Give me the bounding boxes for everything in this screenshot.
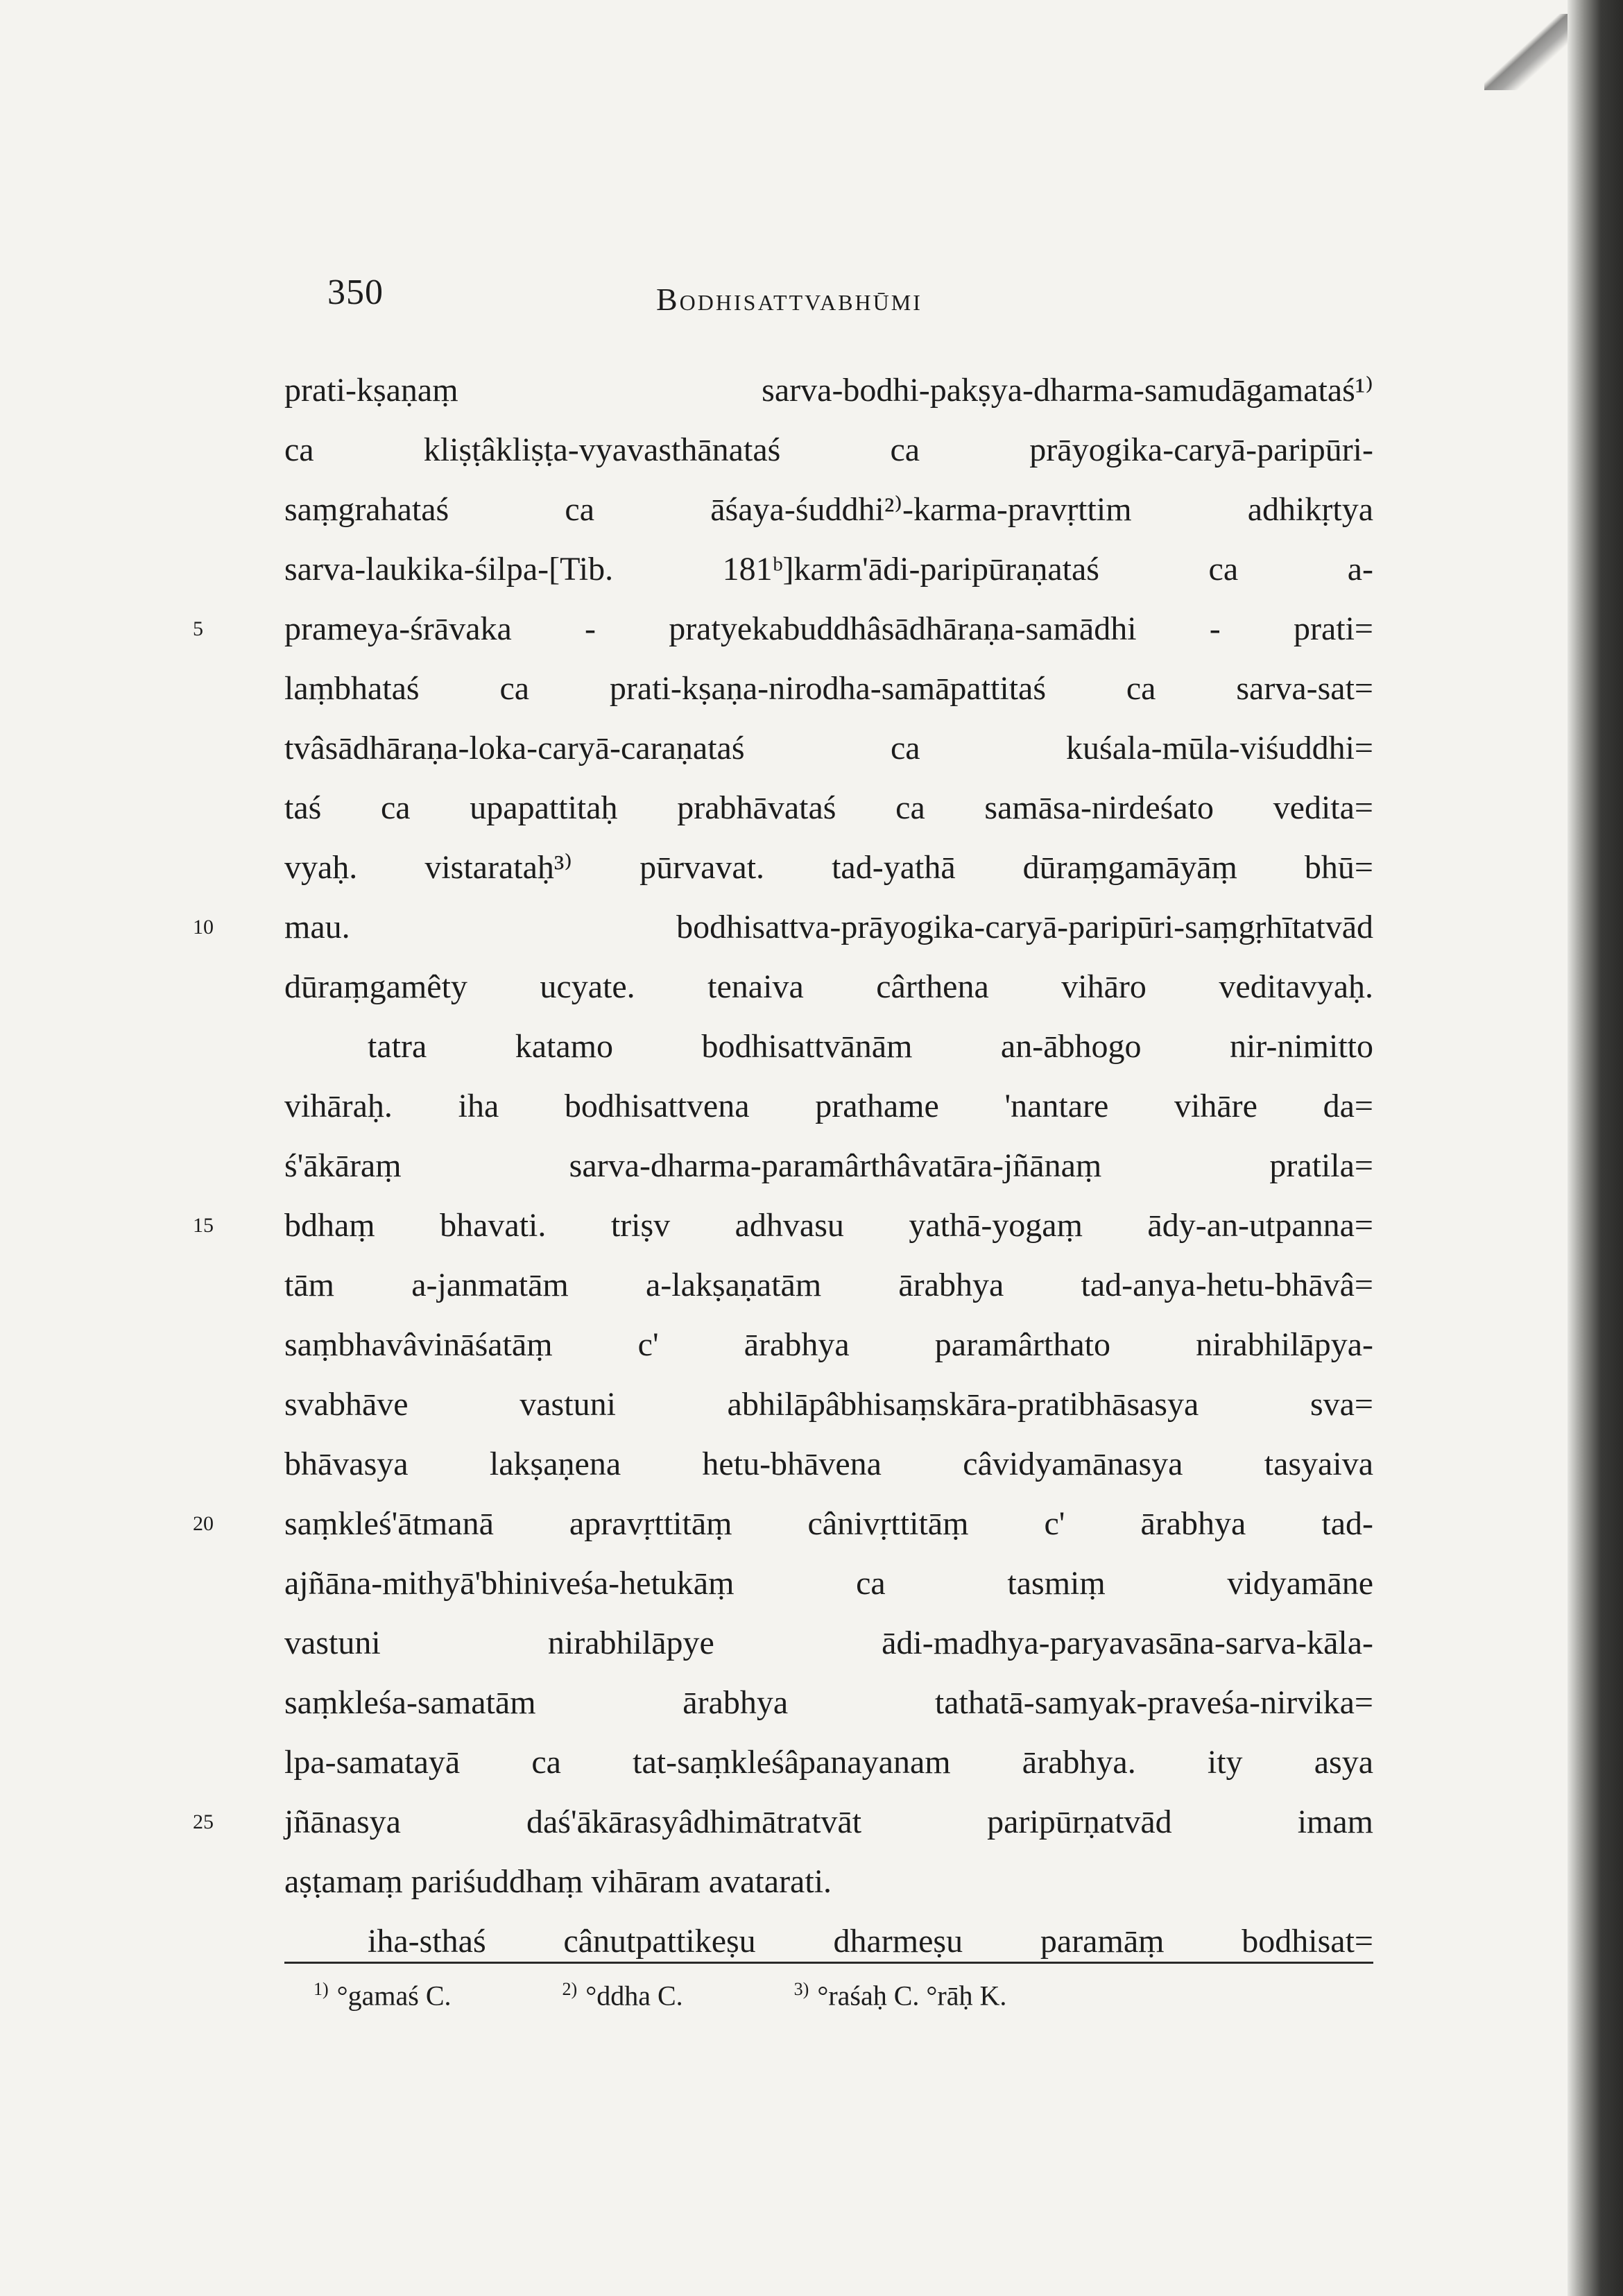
running-head: Bodhisattvabhūmi [656,282,922,317]
text-line-6: laṃbhataś ca prati-kṣaṇa-nirodha-samāpattitaś ca sarva-sat= [284,670,1373,707]
line-number-25: 25 [193,1810,214,1833]
line-number-10: 10 [193,916,214,939]
text-line-4: sarva-laukika-śilpa-[Tib. 181ᵇ]karm'ādi-paripūraṇataś ca a- [284,551,1373,588]
text-line-25: jñānasya daś'ākārasyâdhimātratvāt paripūrṇatvād imam [284,1804,1373,1840]
text-line-21: ajñāna-mithyā'bhiniveśa-hetukāṃ ca tasmiṃ vidyamāne [284,1565,1373,1602]
text-line-23: saṃkleśa-samatām ārabhya tathatā-samyak-praveśa-nirvika= [284,1684,1373,1721]
text-line-26: aṣṭamaṃ pariśuddhaṃ vihāram avatarati. [284,1863,832,1900]
footnote-mark: 2) [562,1979,578,1999]
text-line-5: prameya-śrāvaka - pratyekabuddhâsādhāraṇa-samādhi - prati= [284,610,1373,647]
scan-dark-edge [1568,0,1623,2296]
line-number-20: 20 [193,1512,214,1535]
footnote-3 [794,1969,1007,2016]
text-line-10: mau. bodhisattva-prāyogika-caryā-paripūri-saṃgṛhītatvād [284,909,1373,945]
footnote-2 [563,1969,683,2016]
text-line-11: dūraṃgamêty ucyate. tenaiva cârthena vihāro veditavyaḥ. [284,968,1373,1005]
text-line-14: ś'ākāraṃ sarva-dharma-paramârthâvatāra-jñānaṃ pratila= [284,1147,1373,1184]
text-line-8: taś ca upapattitaḥ prabhāvataś ca samāsa-nirdeśato vedita= [284,789,1373,826]
text-line-2: ca kliṣṭâkliṣṭa-vyavasthānataś ca prāyogika-caryā-paripūri- [284,431,1373,468]
text-line-16: tām a-janmatām a-lakṣaṇatām ārabhya tad-anya-hetu-bhāvâ= [284,1267,1373,1303]
text-line-19: bhāvasya lakṣaṇena hetu-bhāvena câvidyamānasya tasyaiva [284,1446,1373,1482]
line-number-5: 5 [193,617,203,640]
text-line-7: tvâsādhāraṇa-loka-caryā-caraṇataś ca kuśala-mūla-viśuddhi= [284,730,1373,766]
footnote-rule [284,1962,1373,1964]
page-number: 350 [327,273,384,312]
footnote-text: °gamaś C. [336,1980,452,2012]
footnote-mark: 1) [314,1979,329,1999]
footnote-text: °ddha C. [585,1980,683,2012]
text-line-1: prati-kṣaṇaṃ sarva-bodhi-pakṣya-dharma-samudāgamataś¹⁾ [284,372,1373,409]
text-line-13: vihāraḥ. iha bodhisattvena prathame 'nantare vihāre da= [284,1088,1373,1124]
line-number-15: 15 [193,1214,214,1237]
scan-edge-shadow [1484,14,1568,90]
text-line-12: tatra katamo bodhisattvānām an-ābhogo nir-nimitto [368,1028,1373,1065]
text-line-20: saṃkleś'ātmanā apravṛttitāṃ cânivṛttitāṃ c' ārabhya tad- [284,1505,1373,1542]
footnote-text: °raśaḥ C. °rāḥ K. [817,1980,1007,2012]
text-line-17: saṃbhavâvināśatāṃ c' ārabhya paramârthato nirabhilāpya- [284,1326,1373,1363]
footnote-mark: 3) [793,1979,809,1999]
footnotes [314,1969,1368,2016]
footnote-1 [314,1969,452,2016]
text-line-18: svabhāve vastuni abhilāpâbhisaṃskāra-pratibhāsasya sva= [284,1386,1373,1423]
text-line-24: lpa-samatayā ca tat-saṃkleśâpanayanam ārabhya. ity asya [284,1744,1373,1781]
text-line-3: saṃgrahataś ca āśaya-śuddhi²⁾-karma-pravṛttim adhikṛtya [284,491,1373,528]
text-line-27: iha-sthaś cânutpattikeṣu dharmeṣu paramāṃ bodhisat= [368,1923,1373,1960]
text-line-15: bdhaṃ bhavati. triṣv adhvasu yathā-yogaṃ ādy-an-utpanna= [284,1207,1373,1244]
text-line-22: vastuni nirabhilāpye ādi-madhya-paryavasāna-sarva-kāla- [284,1625,1373,1661]
text-line-9: vyaḥ. vistarataḥ³⁾ pūrvavat. tad-yathā dūraṃgamāyāṃ bhū= [284,849,1373,886]
